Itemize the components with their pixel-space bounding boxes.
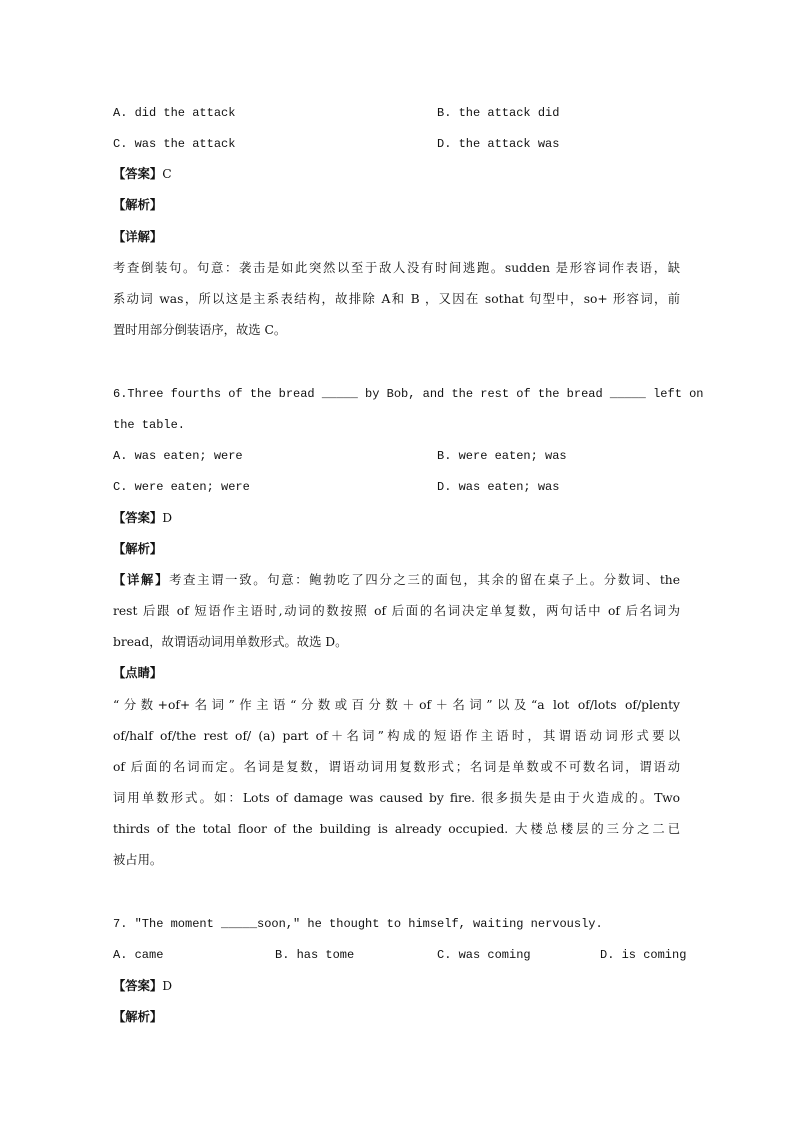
q6-detail-line: rest 后跟 of 短语作主语时,动词的数按照 of 后面的名词决定单复数，两句话中 of 后名词为 xyxy=(113,604,680,618)
q6-tip-line: 被占用。 xyxy=(113,853,163,867)
q5-option-a: A. did the attack xyxy=(113,106,236,120)
q6-analysis-tag: 【解析】 xyxy=(113,541,163,556)
answer-value: D xyxy=(162,979,173,993)
q5-detail-line: 考查倒装句。句意：袭击是如此突然以至于敌人没有时间逃跑。sudden 是形容词作表语，缺 xyxy=(113,261,680,275)
detail-tag: 【详解】 xyxy=(113,572,170,587)
q5-option-d: D. the attack was xyxy=(437,137,560,151)
q6-option-d: D. was eaten; was xyxy=(437,480,560,494)
q6-tip-tag: 【点睛】 xyxy=(113,665,163,680)
q7-option-c: C. was coming xyxy=(437,948,531,962)
q7-option-a: A. came xyxy=(113,948,164,962)
q6-stem: the table. xyxy=(113,418,186,432)
q5-detail-line: 系动词 was，所以这是主系表结构，故排除 A和 B ，又因在 sothat 句型中，so+ 形容词，前 xyxy=(113,292,680,306)
q5-answer xyxy=(113,166,172,182)
q5-option-c: C. was the attack xyxy=(113,137,236,151)
q6-answer xyxy=(113,510,172,526)
q7-option-d: D. is coming xyxy=(600,948,687,962)
answer-tag: 【答案】 xyxy=(113,978,163,993)
q6-detail-line: bread，故谓语动词用单数形式。故选 D。 xyxy=(113,635,348,649)
q6-option-b: B. were eaten; was xyxy=(437,449,567,463)
q5-detail-line: 置时用部分倒装语序，故选 C。 xyxy=(113,323,287,337)
q7-answer xyxy=(113,978,172,994)
q7-analysis-tag: 【解析】 xyxy=(113,1009,163,1024)
answer-value: D xyxy=(162,511,173,525)
answer-value: C xyxy=(162,167,172,181)
q5-analysis-tag: 【解析】 xyxy=(113,197,163,212)
q5-detail-tag: 【详解】 xyxy=(113,229,163,244)
q6-detail-line xyxy=(113,572,680,588)
q5-option-b: B. the attack did xyxy=(437,106,560,120)
answer-tag: 【答案】 xyxy=(113,166,163,181)
detail-text: 考查主谓一致。句意：鲍勃吃了四分之三的面包，其余的留在桌子上。分数词、the xyxy=(169,573,680,587)
q7-stem: 7. ″The moment _____soon,″ he thought to himself, waiting nervously. xyxy=(113,917,603,931)
q6-stem: 6.Three fourths of the bread _____ by Bob, and the rest of the bread _____ left on xyxy=(113,387,704,401)
q6-tip-line: “分数+of+名词”作主语“分数或百分数＋of＋名词”以及“a lot of/lots of/plenty xyxy=(113,698,680,712)
q6-tip-line: 词用单数形式。如：Lots of damage was caused by fire. 很多损失是由于火造成的。Two xyxy=(113,791,680,805)
q6-tip-line: thirds of the total floor of the building is already occupied. 大楼总楼层的三分之二已 xyxy=(113,822,680,836)
q6-option-c: C. were eaten; were xyxy=(113,480,250,494)
q6-option-a: A. was eaten; were xyxy=(113,449,243,463)
q6-tip-line: of 后面的名词而定。名词是复数，谓语动词用复数形式；名词是单数或不可数名词，谓语动 xyxy=(113,760,680,774)
q7-option-b: B. has tome xyxy=(275,948,355,962)
q6-tip-line: of/half of/the rest of/ (a) part of＋名词”构成的短语作主语时，其谓语动词形式要以 xyxy=(113,729,680,743)
answer-tag: 【答案】 xyxy=(113,510,163,525)
